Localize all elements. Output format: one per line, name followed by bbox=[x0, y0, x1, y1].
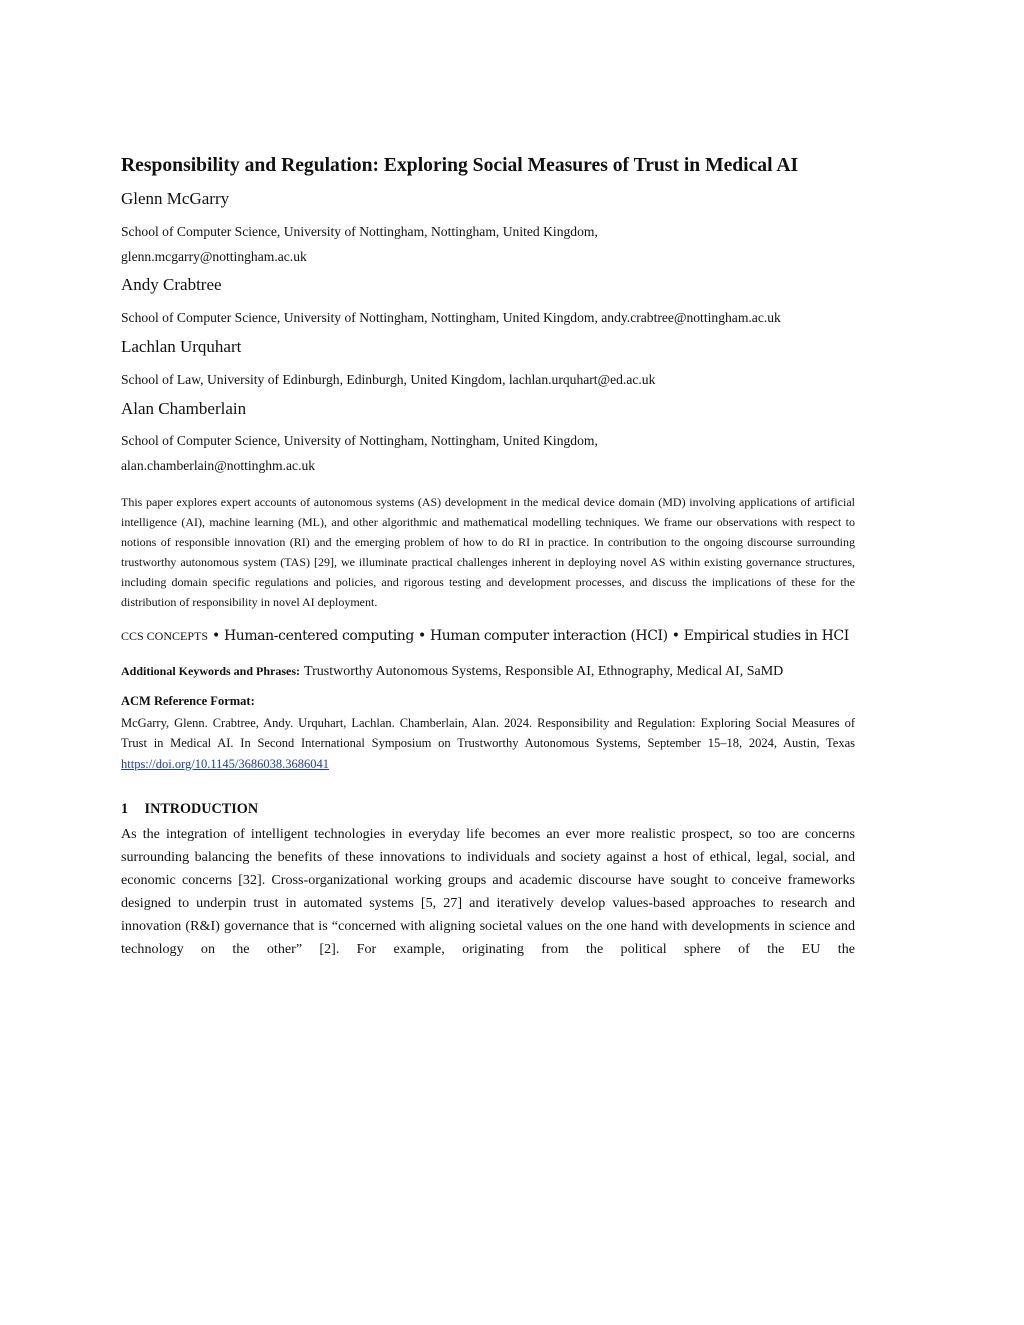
acm-reference-heading: ACM Reference Format: bbox=[121, 694, 255, 708]
author-affiliation bbox=[121, 219, 855, 269]
affiliation-line: School of Computer Science, University of Nottingham, Nottingham, United Kingdom, bbox=[121, 224, 598, 239]
abstract: This paper explores expert accounts of autonomous systems (AS) development in the medical device domain (MD) involving applications of artificial intelligence (AI), machine learning (ML), and other algorithmic and mathematical modelling techniques. We frame our observations with respect to notions of responsible innovation (RI) and the emerging problem of how to do RI in practice. In contribution to the ongoing discourse surrounding trustworthy autonomous system (TAS) [29], we illuminate practical challenges inherent in deploying novel AS within existing governance structures, including domain specific regulations and policies, and rigorous testing and development processes, and discuss the implications of these for the distribution of responsibility in novel AI deployment. bbox=[121, 495, 855, 610]
ccs-concepts bbox=[121, 625, 855, 647]
affiliation-line: School of Law, University of Edinburgh, Edinburgh, United Kingdom, lachlan.urquhart@ed.ac.uk bbox=[121, 372, 656, 387]
section-number: 1 bbox=[121, 801, 129, 817]
keywords-heading: Additional Keywords and Phrases: bbox=[121, 664, 301, 678]
paper-title: Responsibility and Regulation: Exploring Social Measures of Trust in Medical AI bbox=[121, 155, 799, 176]
author-affiliation bbox=[121, 367, 855, 392]
doi-link[interactable]: https://doi.org/10.1145/3686038.3686041 bbox=[121, 756, 329, 771]
author-affiliation bbox=[121, 428, 855, 478]
introduction-paragraph: As the integration of intelligent technologies in everyday life becomes an ever more realistic prospect, so too are concerns surrounding balancing the benefits of these innovations to individuals and society against a host of ethical, legal, social, and economic concerns [32]. Cross-organizational working groups and academic discourse have sought to conceive frameworks designed to underpin trust in automated systems [5, 27] and iteratively develop values-based approaches to research and innovation (R&I) governance that is “concerned with aligning societal values on the one hand with developments in science and technology on the other” [2]. For example, originating from the political sphere of the EU the bbox=[121, 826, 855, 957]
acm-reference-citation: McGarry, Glenn. Crabtree, Andy. Urquhart, Lachlan. Chamberlain, Alan. 2024. Responsibility and Regulation: Exploring Social Measures of Trust in Medical AI. In Second International Symposium on Trustworthy Autonomous Systems, September 15–18, 2024, Austin, Texas bbox=[121, 716, 855, 751]
author-name: Andy Crabtree bbox=[121, 275, 222, 294]
author-name: Glenn McGarry bbox=[121, 189, 230, 208]
acm-reference-text bbox=[121, 713, 855, 774]
section-heading bbox=[121, 797, 258, 821]
author-name: Lachlan Urquhart bbox=[121, 337, 242, 356]
affiliation-line: School of Computer Science, University of Nottingham, Nottingham, United Kingdom, andy.crabtree@nottingham.ac.uk bbox=[121, 310, 781, 325]
keywords-text: Trustworthy Autonomous Systems, Responsible AI, Ethnography, Medical AI, SaMD bbox=[304, 664, 784, 679]
section-title: INTRODUCTION bbox=[144, 801, 259, 817]
author-affiliation bbox=[121, 305, 855, 330]
affiliation-line: School of Computer Science, University of Nottingham, Nottingham, United Kingdom, bbox=[121, 433, 598, 448]
ccs-text: • Human-centered computing • Human computer interaction (HCI) • Empirical studies in HCI bbox=[212, 628, 849, 644]
ccs-heading: CCS CONCEPTS bbox=[121, 629, 209, 643]
author-name: Alan Chamberlain bbox=[121, 399, 247, 418]
affiliation-email: alan.chamberlain@nottinghm.ac.uk bbox=[121, 458, 316, 473]
affiliation-email: glenn.mcgarry@nottingham.ac.uk bbox=[121, 249, 307, 264]
keywords bbox=[121, 660, 855, 683]
